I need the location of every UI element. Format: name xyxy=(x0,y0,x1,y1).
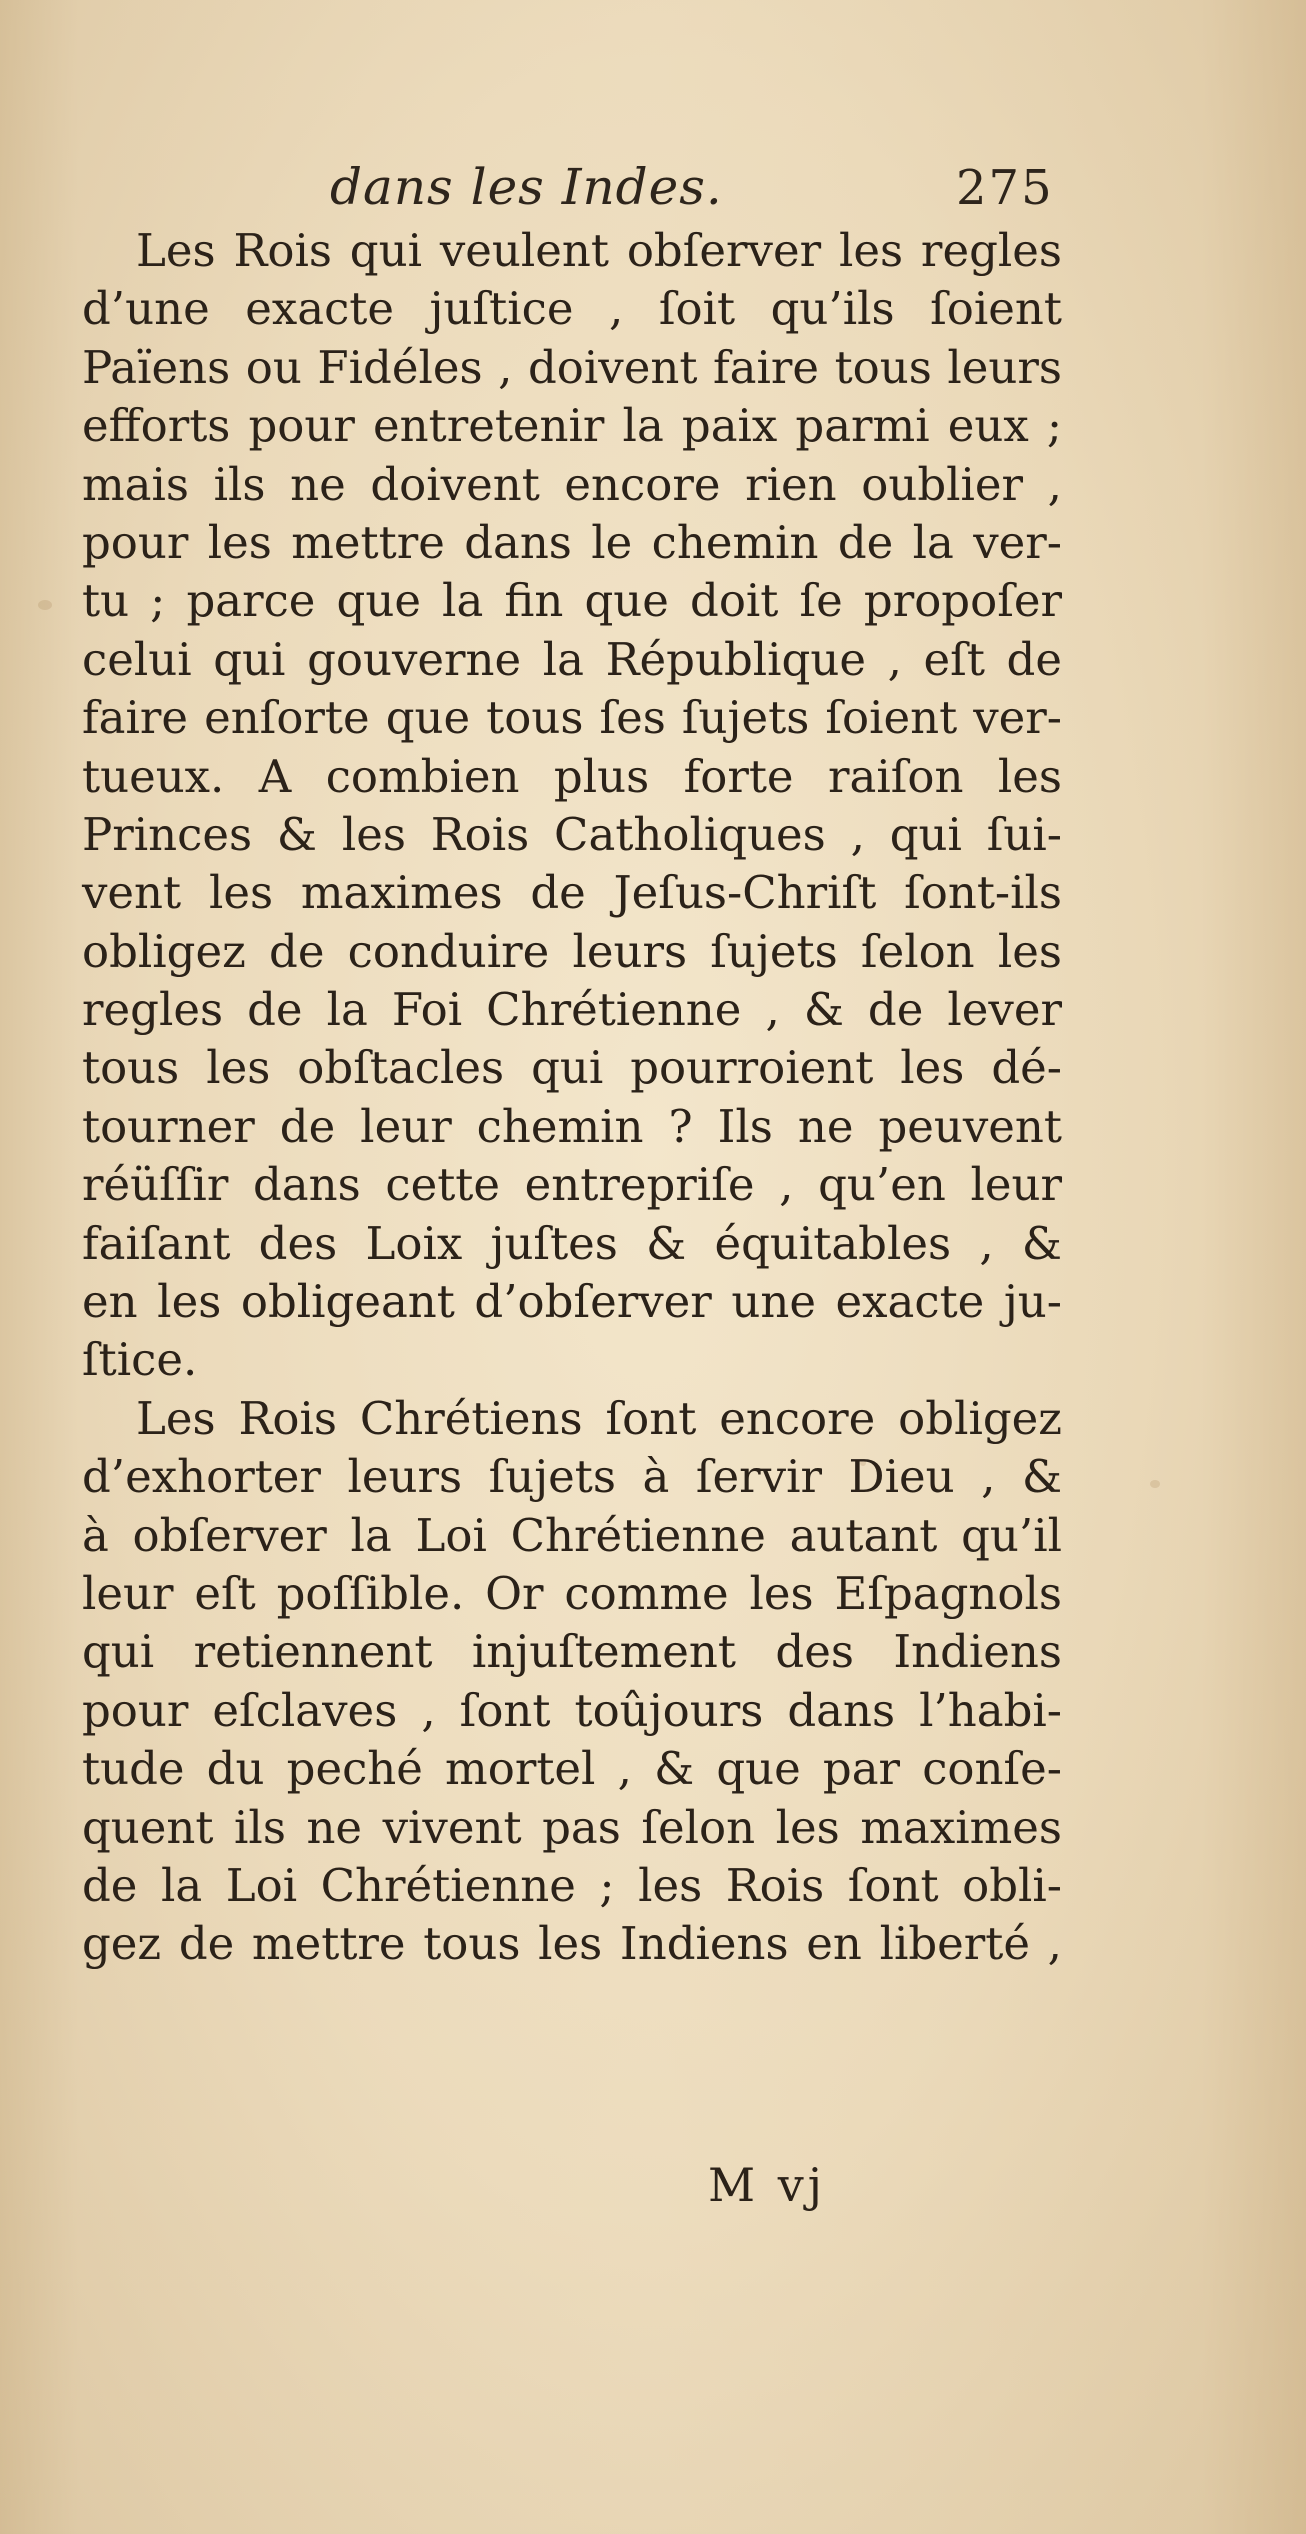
running-head: dans les Indes. xyxy=(330,158,723,216)
text-line: d’une exacte juſtice , ſoit qu’ils ſoient xyxy=(82,282,1062,336)
text-line: réüſſir dans cette entrepriſe , qu’en leur xyxy=(82,1158,1062,1212)
foxing-spot xyxy=(38,600,52,610)
text-line: pour les mettre dans le chemin de la ver- xyxy=(82,515,1062,569)
text-line: regles de la Foi Chrétienne , & de lever xyxy=(82,983,1062,1037)
text-line: Les Rois qui veulent obſerver les regles xyxy=(136,224,1062,277)
text-line: quent ils ne vivent pas ſelon les maximes xyxy=(82,1800,1062,1854)
text-line: en les obligeant d’obſerver une exacte ju- xyxy=(82,1275,1062,1329)
text-line: vent les maximes de Jeſus-Chriſt ſont-ils xyxy=(82,866,1062,920)
text-line: faire enſorte que tous ſes ſujets ſoient ver- xyxy=(82,691,1062,745)
text-line: faiſant des Loix juſtes & équitables , & xyxy=(82,1216,1062,1270)
text-line: efforts pour entretenir la paix parmi eux ; xyxy=(82,399,1062,453)
text-line: celui qui gouverne la République , eſt de xyxy=(82,632,1062,686)
page-header xyxy=(0,158,1306,218)
text-line: à obſerver la Loi Chrétienne autant qu’il xyxy=(82,1508,1062,1562)
page-number: 275 xyxy=(956,160,1054,216)
body-text xyxy=(82,222,1062,1974)
text-line: pour eſclaves , ſont toûjours dans l’habi- xyxy=(82,1683,1062,1737)
foxing-spot xyxy=(1150,1480,1160,1488)
text-line: tourner de leur chemin ? Ils ne peuvent xyxy=(82,1099,1062,1153)
paragraph xyxy=(82,1390,1062,1974)
text-line: tueux. A combien plus forte raiſon les xyxy=(82,749,1062,803)
text-line: d’exhorter leurs ſujets à ſervir Dieu , & xyxy=(82,1450,1062,1504)
text-line: qui retiennent injuſtement des Indiens xyxy=(82,1625,1062,1679)
text-line: mais ils ne doivent encore rien oublier , xyxy=(82,457,1062,511)
text-line: de la Loi Chrétienne ; les Rois ſont obli- xyxy=(82,1858,1062,1912)
text-line: gez de mettre tous les Indiens en liberté , xyxy=(82,1917,1062,1971)
text-line: tous les obſtacles qui pourroient les dé- xyxy=(82,1041,1062,1095)
paragraph xyxy=(82,222,1062,1390)
text-line: leur eſt poſſible. Or comme les Eſpagnols xyxy=(82,1566,1062,1620)
text-line: Princes & les Rois Catholiques , qui ſui- xyxy=(82,807,1062,861)
text-line: ſtice. xyxy=(82,1333,198,1387)
text-line: Les Rois Chrétiens ſont encore obligez xyxy=(136,1391,1062,1445)
text-line: obligez de conduire leurs ſujets ſelon les xyxy=(82,924,1062,978)
text-line: Païens ou Fidéles , doivent faire tous leurs xyxy=(82,340,1062,394)
signature-mark: M vj xyxy=(708,2158,826,2212)
text-line: tu ; parce que la fin que doit ſe propoſer xyxy=(82,574,1062,628)
text-line: tude du peché mortel , & que par conſe- xyxy=(82,1742,1062,1796)
